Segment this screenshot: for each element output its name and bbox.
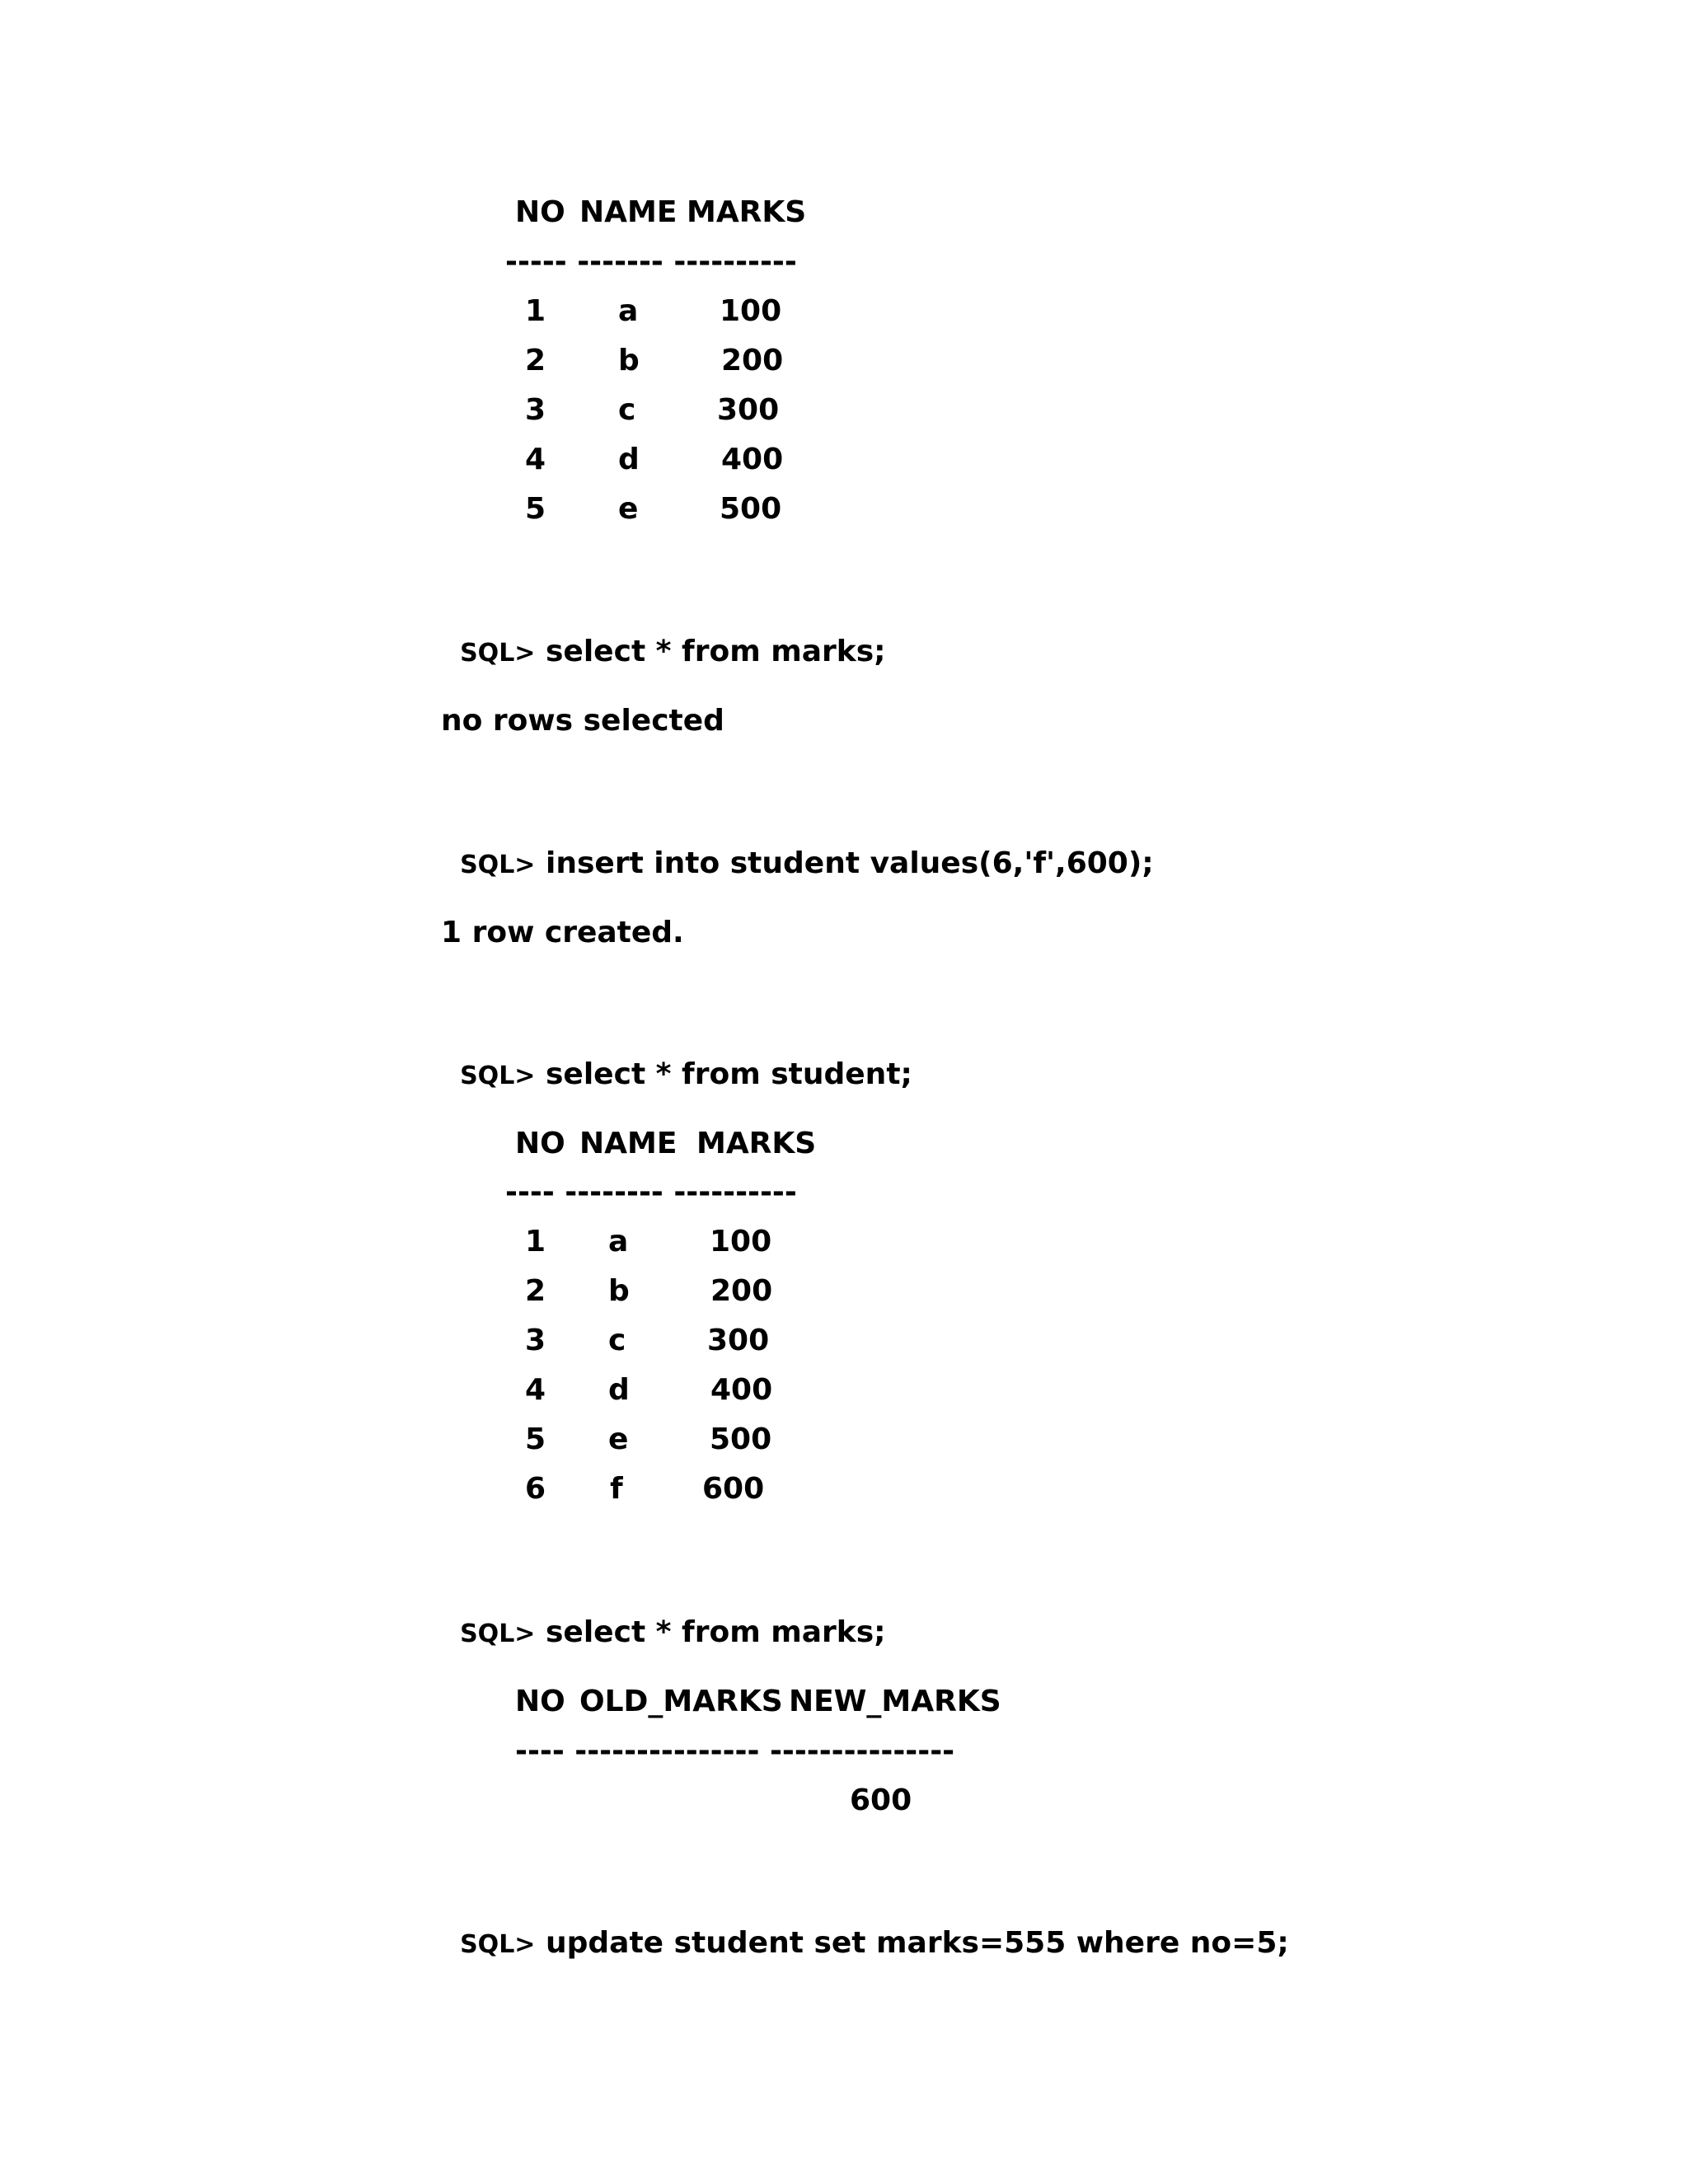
table2-header-name: NAME	[579, 1127, 678, 1160]
table-cell: d	[618, 443, 640, 476]
table3-header-new-marks: NEW_MARKS	[789, 1685, 1001, 1718]
table-cell: 400	[721, 443, 784, 476]
table-cell: e	[618, 492, 639, 526]
table-cell: 5	[525, 492, 546, 526]
table-cell: 600	[702, 1472, 765, 1506]
sql-prompt: SQL>	[460, 851, 536, 879]
sql-result-text: no rows selected	[441, 704, 724, 738]
table-cell: c	[608, 1324, 626, 1357]
table-cell: 1	[525, 294, 546, 328]
sql-command-text: select * from marks;	[546, 1615, 886, 1649]
table-cell: 300	[717, 393, 780, 427]
table-cell: c	[618, 393, 636, 427]
table1-separator: ----- ------- ----------	[505, 245, 797, 279]
sql-command-text: update student set marks=555 where no=5;	[546, 1926, 1289, 1960]
table-cell: e	[608, 1422, 629, 1456]
table3-header-old-marks: OLD_MARKS	[579, 1685, 783, 1718]
sql-result-text: 1 row created.	[441, 916, 684, 949]
sql-command-line	[439, 1020, 912, 1094]
table-cell: 500	[720, 492, 782, 526]
table-cell: 200	[710, 1274, 773, 1308]
table-cell: 100	[710, 1225, 772, 1258]
sql-command-line	[439, 598, 886, 672]
table1-header-name: NAME	[579, 195, 678, 229]
table-cell: a	[618, 294, 639, 328]
table-cell: 4	[525, 1373, 546, 1407]
table-cell: 1	[525, 1225, 546, 1258]
table-cell: 400	[710, 1373, 773, 1407]
sql-command-text: insert into student values(6,'f',600);	[546, 846, 1154, 880]
table-cell: 200	[721, 344, 784, 377]
sql-command-text: select * from marks;	[546, 635, 886, 668]
table-cell: 3	[525, 1324, 546, 1357]
sql-prompt: SQL>	[460, 1930, 536, 1959]
sql-command-line	[439, 809, 1154, 883]
sql-prompt: SQL>	[460, 1062, 536, 1090]
table2-separator: ---- -------- ----------	[505, 1175, 797, 1209]
table-cell: b	[608, 1274, 630, 1308]
table2-header-no: NO	[515, 1127, 565, 1160]
sql-command-line	[439, 1578, 886, 1652]
table-cell: 100	[720, 294, 782, 328]
table-cell: 5	[525, 1422, 546, 1456]
table-cell: 2	[525, 1274, 546, 1308]
table-cell: 500	[710, 1422, 772, 1456]
table-cell: b	[618, 344, 640, 377]
table-cell: 2	[525, 344, 546, 377]
table-cell: 3	[525, 393, 546, 427]
sql-command-line	[439, 1889, 1289, 1963]
table-cell: f	[610, 1472, 623, 1506]
sql-prompt: SQL>	[460, 639, 536, 668]
table-cell: 600	[850, 1783, 912, 1817]
table-cell: d	[608, 1373, 630, 1407]
table-cell: a	[608, 1225, 629, 1258]
sql-prompt: SQL>	[460, 1619, 536, 1648]
table2-header-marks: MARKS	[696, 1127, 817, 1160]
sql-command-text: select * from student;	[546, 1057, 912, 1091]
table3-header-no: NO	[515, 1685, 565, 1718]
table3-separator: ---- --------------- ---------------	[515, 1734, 955, 1768]
table-cell: 300	[707, 1324, 770, 1357]
table1-header-marks: MARKS	[687, 195, 807, 229]
table1-header-no: NO	[515, 195, 565, 229]
table-cell: 6	[525, 1472, 546, 1506]
table-cell: 4	[525, 443, 546, 476]
